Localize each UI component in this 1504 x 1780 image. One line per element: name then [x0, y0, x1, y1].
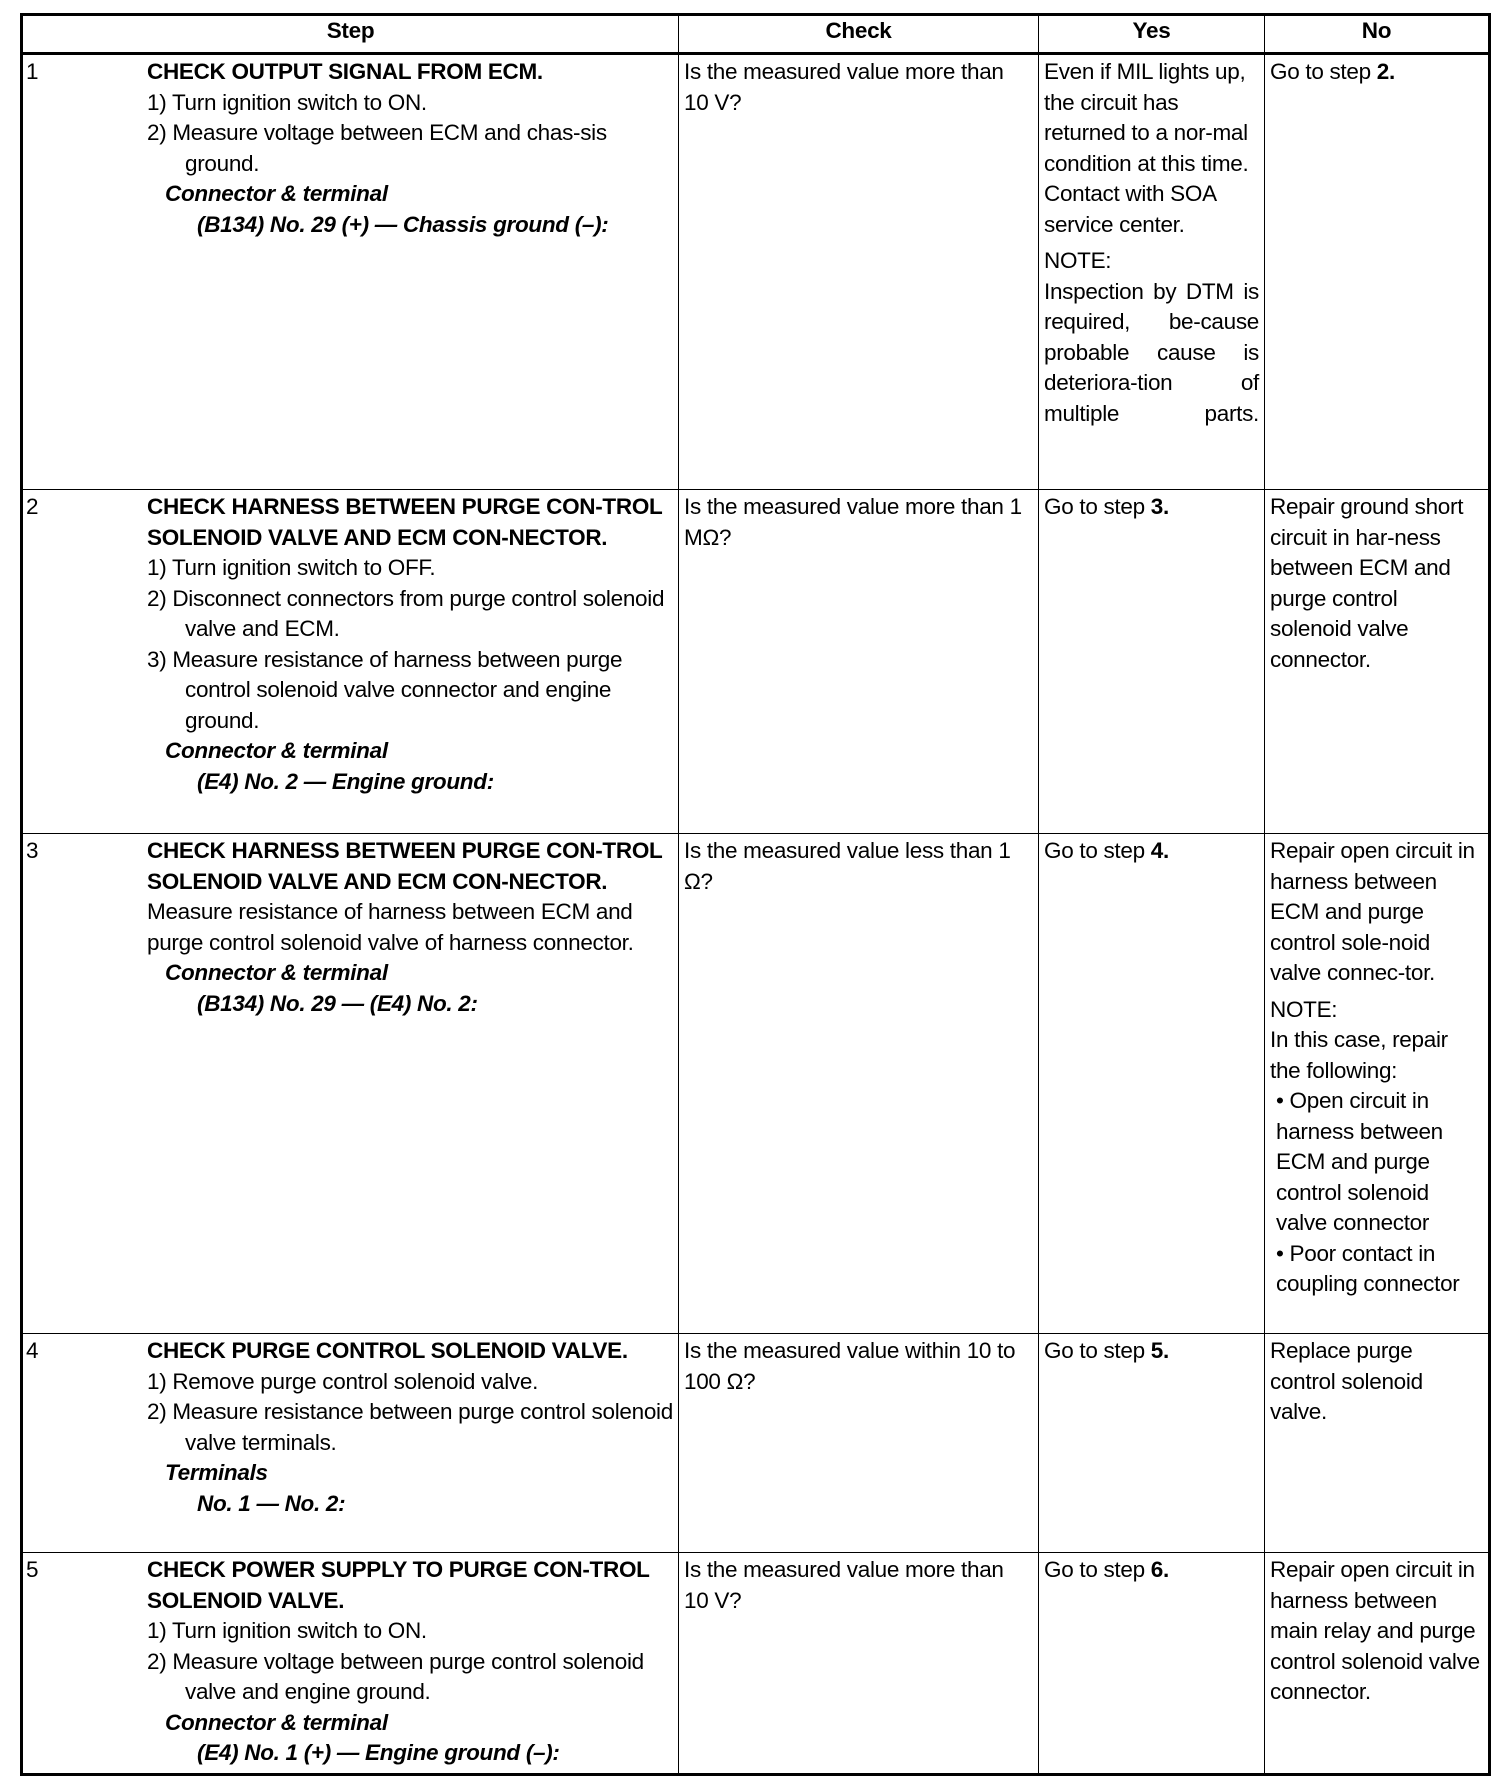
no-text: Go to step [1270, 59, 1377, 84]
header-check: Check [679, 15, 1039, 54]
step-item: 2) Measure resistance between purge control solenoid valve terminals. [147, 1399, 673, 1455]
connector-value: (B134) No. 29 (+) — Chassis ground (–): [197, 211, 609, 237]
step-cell [22, 1334, 679, 1553]
step-ref: 5. [1150, 1338, 1169, 1363]
step-item: 2) Disconnect connectors from purge control solenoid valve and ECM. [147, 585, 665, 641]
no-cell: Repair open circuit in harness between main relay and purge control solenoid valve connector. [1265, 1553, 1490, 1775]
table-row [22, 1334, 1490, 1553]
terminals-label: Terminals [165, 1460, 268, 1485]
connector-value: (B134) No. 29 — (E4) No. 2: [197, 990, 478, 1016]
step-cell [22, 490, 679, 834]
no-cell [1265, 54, 1490, 490]
step-title: CHECK POWER SUPPLY TO PURGE CON-TROL SOLENOID VALVE. [147, 1557, 650, 1613]
step-ref: 4. [1150, 838, 1169, 863]
check-cell: Is the measured value more than 10 V? [679, 54, 1039, 490]
table-row [22, 834, 1490, 1334]
note-bullet: • Open circuit in harness between ECM and purge control solenoid valve connector [1276, 1088, 1443, 1235]
step-ref: 3. [1150, 494, 1169, 519]
note-label: NOTE: [1270, 996, 1338, 1022]
table-row [22, 1553, 1490, 1775]
header-yes: Yes [1039, 15, 1265, 54]
header-row [22, 15, 1490, 54]
yes-text: Go to step [1044, 494, 1151, 519]
step-item: 1) Turn ignition switch to OFF. [147, 555, 436, 580]
check-cell: Is the measured value more than 1 MΩ? [679, 490, 1039, 834]
step-ref: 6. [1150, 1557, 1169, 1582]
step-number: 2 [26, 494, 39, 519]
step-cell [22, 1553, 679, 1775]
header-no: No [1265, 15, 1490, 54]
check-cell: Is the measured value less than 1 Ω? [679, 834, 1039, 1334]
step-item: 2) Measure voltage between purge control solenoid valve and engine ground. [147, 1648, 644, 1704]
note-text: In this case, repair the following: [1270, 1027, 1448, 1083]
check-cell: Is the measured value within 10 to 100 Ω? [679, 1334, 1039, 1553]
step-number: 5 [26, 1557, 39, 1582]
note-label: NOTE: [1044, 248, 1112, 273]
yes-cell [1039, 834, 1265, 1334]
header-step: Step [22, 15, 679, 54]
note-text: Inspection by DTM is required, be-cause probable cause is deteriora-tion of multiple parts. [1044, 278, 1259, 426]
step-title: CHECK HARNESS BETWEEN PURGE CON-TROL SOLENOID VALVE AND ECM CON-NECTOR. [147, 494, 663, 550]
yes-cell [1039, 1334, 1265, 1553]
table-row [22, 490, 1490, 834]
no-cell: Replace purge control solenoid valve. [1265, 1334, 1490, 1553]
no-cell [1265, 834, 1490, 1334]
step-item: 2) Measure voltage between ECM and chas-sis ground. [147, 120, 607, 176]
step-cell [22, 834, 679, 1334]
connector-label: Connector & terminal [165, 181, 388, 206]
yes-cell [1039, 54, 1265, 490]
table-row [22, 54, 1490, 490]
terminals-value: No. 1 — No. 2: [197, 1490, 346, 1516]
step-title: CHECK OUTPUT SIGNAL FROM ECM. [147, 59, 543, 84]
step-title: CHECK HARNESS BETWEEN PURGE CON-TROL SOLENOID VALVE AND ECM CON-NECTOR. [147, 838, 663, 894]
connector-value: (E4) No. 2 — Engine ground: [197, 768, 494, 794]
yes-text: Go to step [1044, 838, 1151, 863]
step-ref: 2. [1376, 59, 1395, 84]
no-cell: Repair ground short circuit in har-ness between ECM and purge control solenoid valve connector. [1265, 490, 1490, 834]
step-number: 1 [26, 59, 39, 84]
connector-label: Connector & terminal [165, 738, 388, 763]
note-bullet: • Poor contact in coupling connector [1276, 1240, 1460, 1296]
step-number: 3 [26, 838, 39, 863]
no-text: Repair open circuit in harness between ECM and purge control sole-noid valve connec-tor. [1270, 838, 1475, 985]
step-cell [22, 54, 679, 490]
connector-label: Connector & terminal [165, 960, 388, 985]
step-item: 3) Measure resistance of harness between purge control solenoid valve connector and engine ground. [147, 646, 623, 733]
diagnostic-table [20, 13, 1491, 1776]
step-item: 1) Turn ignition switch to ON. [147, 89, 427, 115]
yes-text: Go to step [1044, 1557, 1151, 1582]
step-title: CHECK PURGE CONTROL SOLENOID VALVE. [147, 1338, 628, 1363]
yes-cell [1039, 490, 1265, 834]
connector-label: Connector & terminal [165, 1709, 388, 1735]
step-number: 4 [26, 1338, 39, 1363]
step-body: Measure resistance of harness between ECM and purge control solenoid valve of harness connector. [147, 899, 634, 955]
yes-text: Even if MIL lights up, the circuit has returned to a nor-mal condition at this time. Contact with SOA service center. [1044, 59, 1249, 237]
step-item: 1) Remove purge control solenoid valve. [147, 1368, 539, 1394]
connector-value: (E4) No. 1 (+) — Engine ground (–): [197, 1740, 560, 1765]
yes-cell [1039, 1553, 1265, 1775]
step-item: 1) Turn ignition switch to ON. [147, 1618, 427, 1643]
check-cell: Is the measured value more than 10 V? [679, 1553, 1039, 1775]
yes-text: Go to step [1044, 1338, 1151, 1363]
